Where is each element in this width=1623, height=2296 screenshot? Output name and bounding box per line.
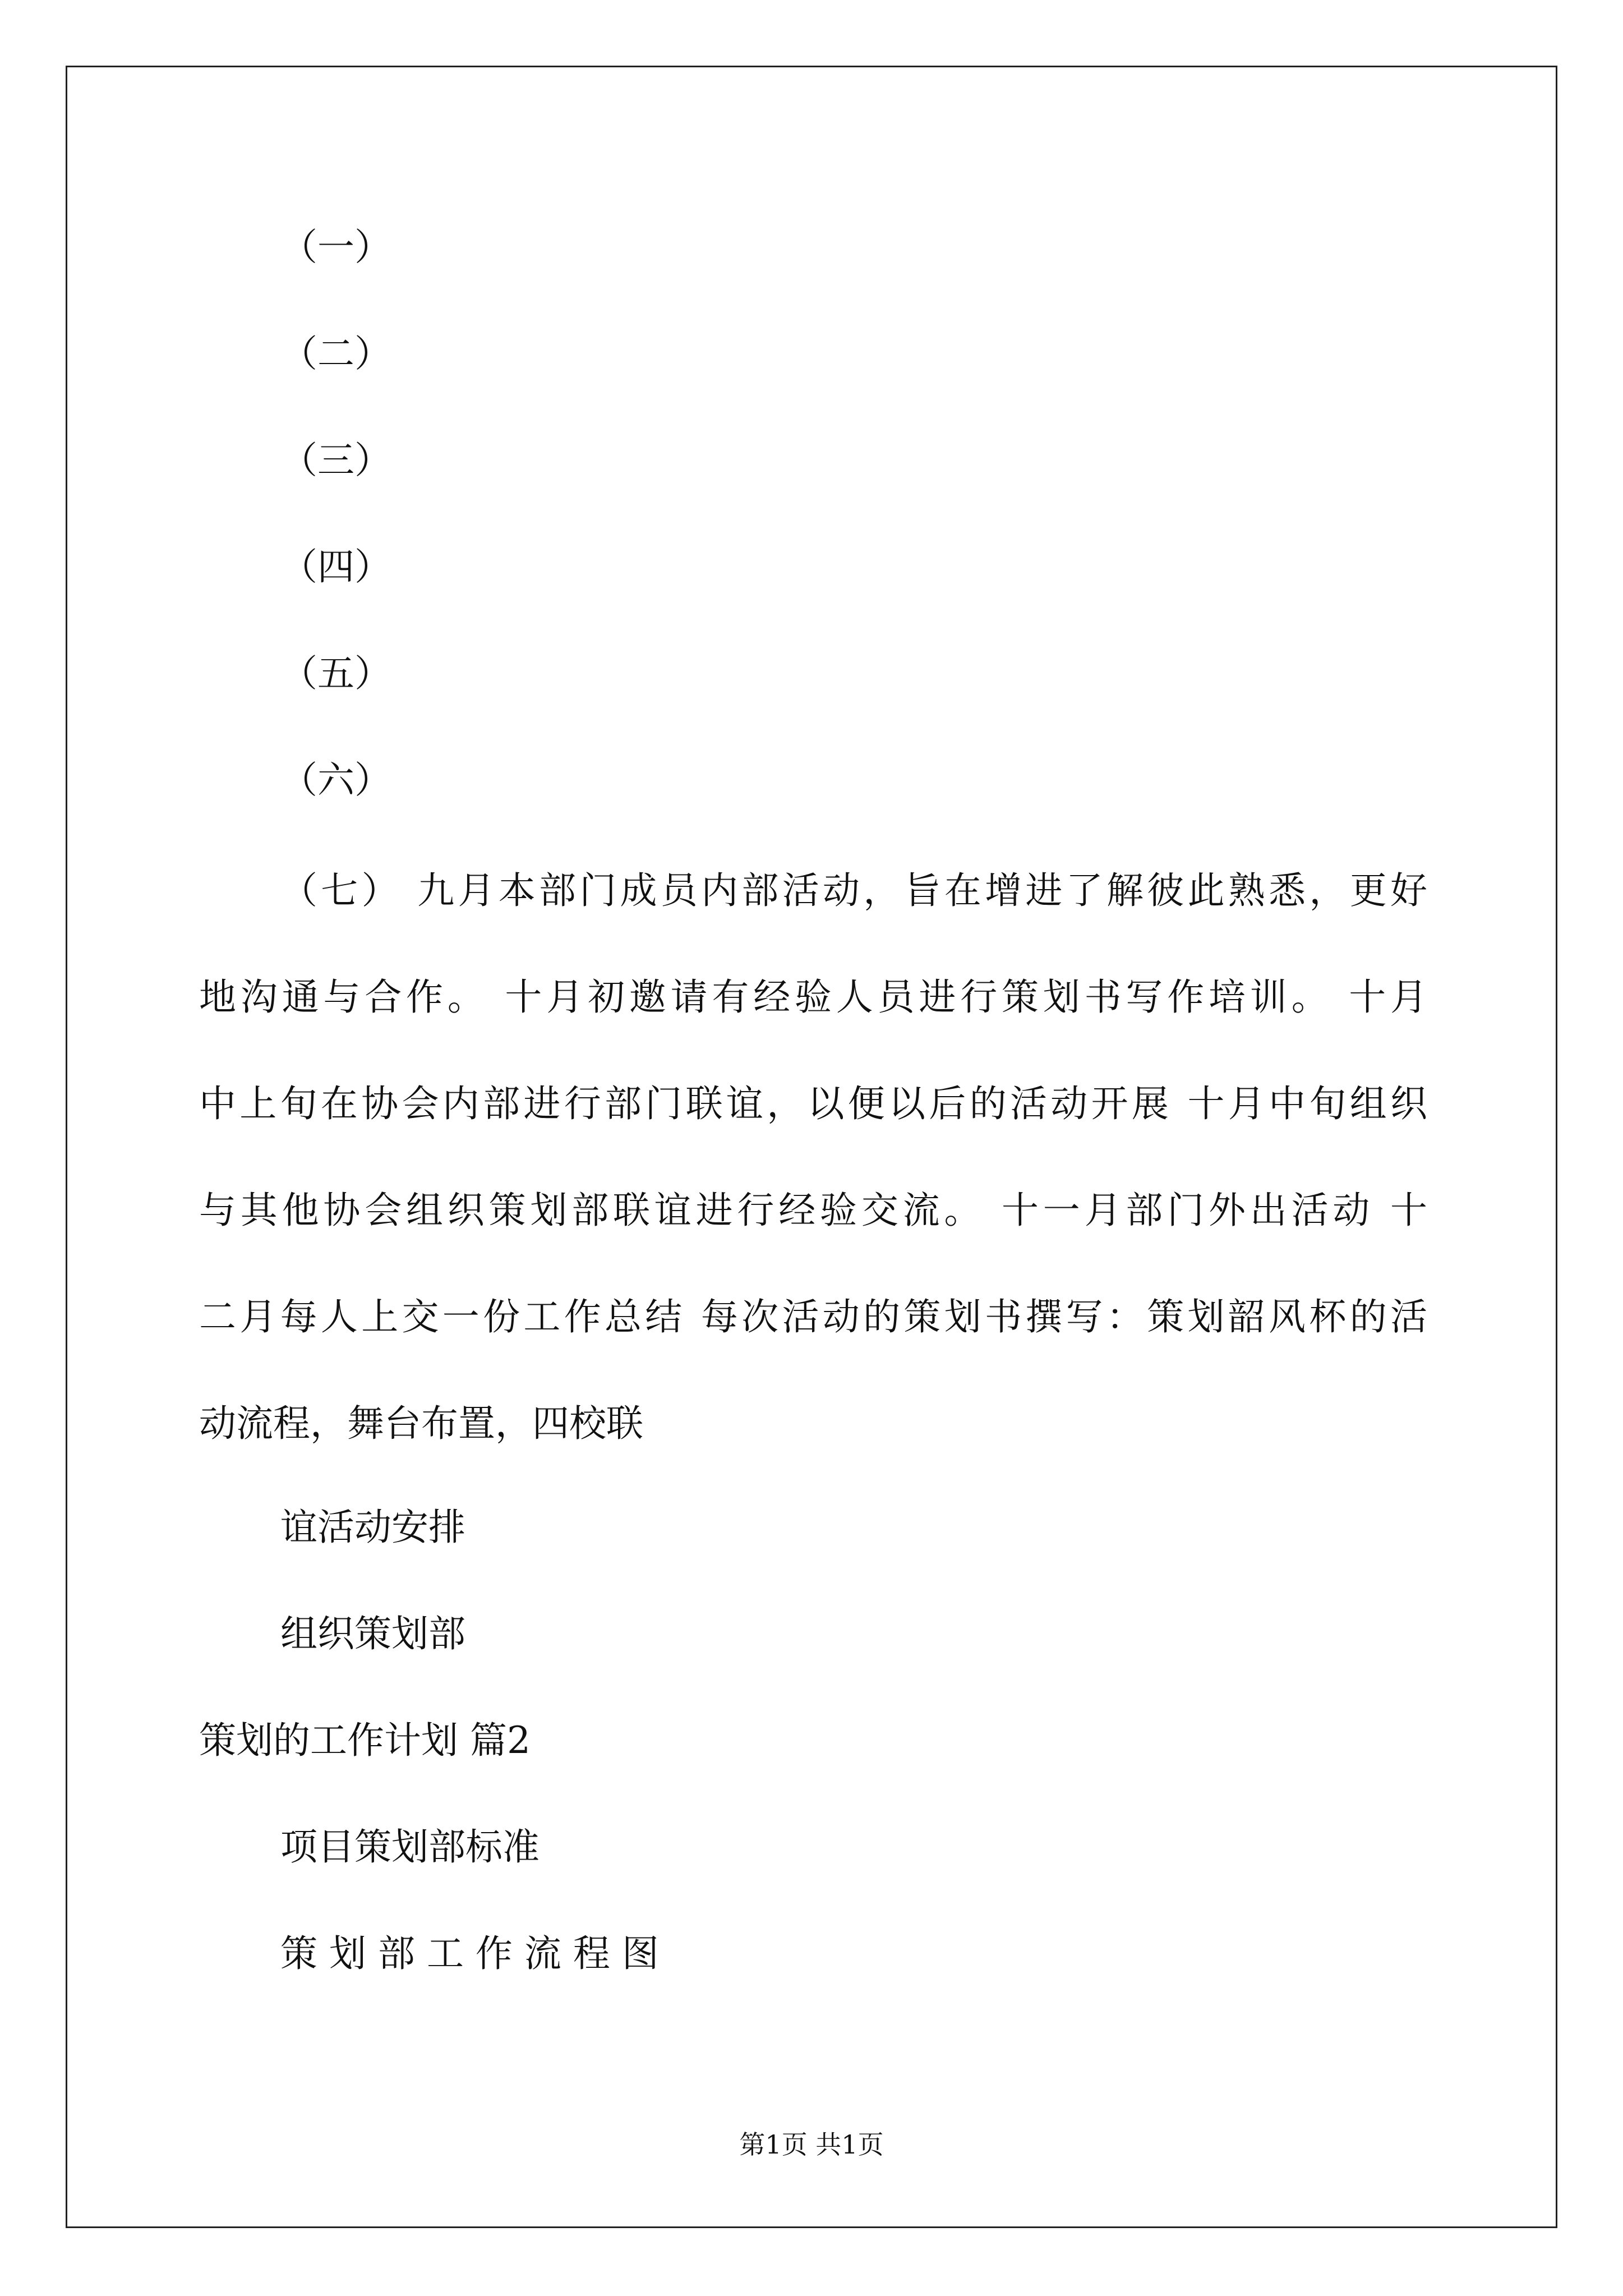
numbered-item-1: （一） xyxy=(280,226,391,269)
signature: 组织策划部 xyxy=(280,1612,465,1655)
subheading: 项目策划部标准 xyxy=(280,1825,540,1869)
section-heading: 策划的工作计划 篇2 xyxy=(199,1719,531,1762)
flowchart-title: 策 划 部 工 作 流 程 图 xyxy=(280,1932,659,1975)
paragraph-line-2: 地沟通与合作。 十月初邀请有经验人员进行策划书写作培训。 十月 xyxy=(199,976,1427,1019)
line-continuation: 谊活动安排 xyxy=(280,1506,465,1549)
paragraph-line-5: 二月每人上交一份工作总结 每次活动的策划书撰写：策划韶风杯的活 xyxy=(199,1295,1427,1338)
numbered-item-6: （六） xyxy=(280,758,391,802)
page-border xyxy=(66,66,1557,2228)
paragraph-line-1: （七） 九月本部门成员内部活动，旨在增进了解彼此熟悉，更好 xyxy=(280,869,1427,912)
numbered-item-4: （四） xyxy=(280,545,391,588)
paragraph-line-3: 中上旬在协会内部进行部门联谊，以便以后的活动开展 十月中旬组织 xyxy=(199,1082,1427,1125)
page-footer: 第1页 共1页 xyxy=(739,2129,884,2160)
numbered-item-5: （五） xyxy=(280,652,391,695)
paragraph-line-4: 与其他协会组织策划部联谊进行经验交流。 十一月部门外出活动 十 xyxy=(199,1189,1427,1232)
numbered-item-2: （二） xyxy=(280,332,391,375)
paragraph-line-6: 动流程，舞台布置，四校联 xyxy=(199,1402,643,1445)
numbered-item-3: （三） xyxy=(280,439,391,482)
